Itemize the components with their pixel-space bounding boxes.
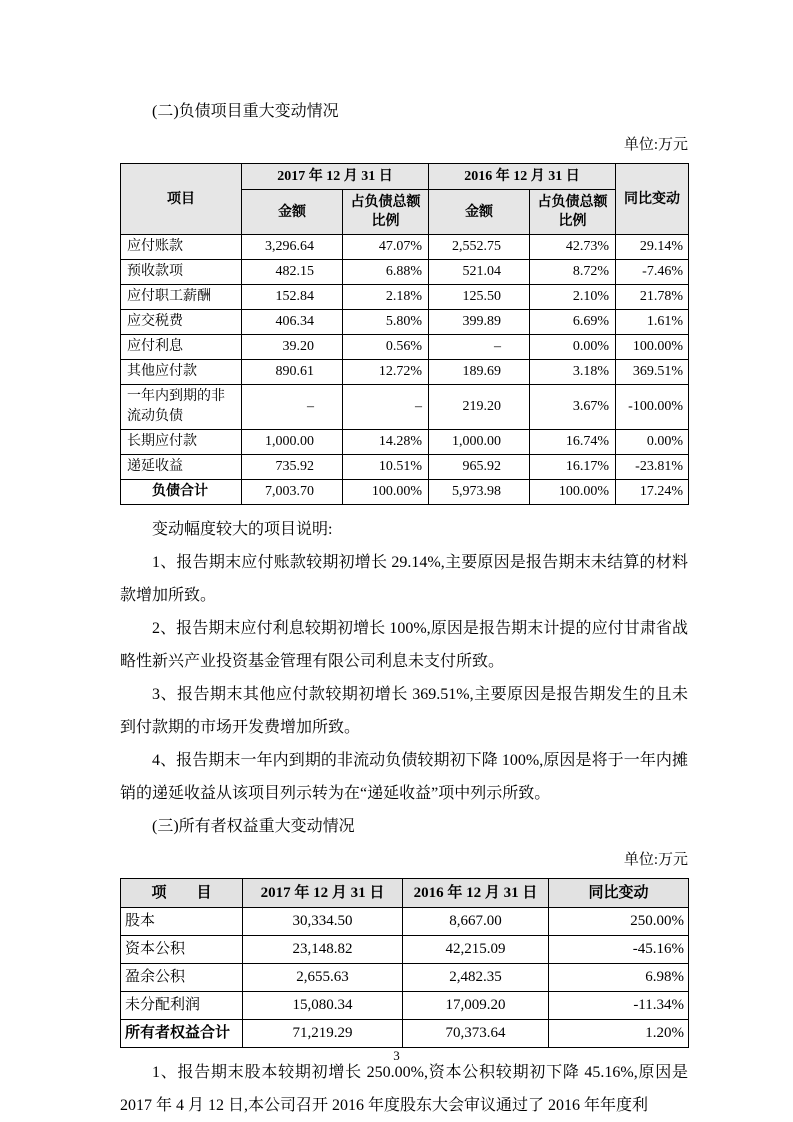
table-row — [121, 964, 689, 992]
col-header-amount-2017: 金额 — [242, 190, 343, 235]
cell-item: 负债合计 — [121, 480, 242, 505]
cell-change: 100.00% — [616, 335, 689, 360]
cell-ratio-2017: – — [343, 385, 429, 430]
cell-item: 长期应付款 — [121, 430, 242, 455]
cell-value-2016: 2,482.35 — [403, 964, 549, 992]
cell-value-2016: 17,009.20 — [403, 992, 549, 1020]
cell-value-2017: 30,334.50 — [243, 908, 403, 936]
cell-value-2017: 23,148.82 — [243, 936, 403, 964]
table-row — [121, 285, 689, 310]
cell-amount-2016: 5,973.98 — [429, 480, 530, 505]
cell-value-2016: 8,667.00 — [403, 908, 549, 936]
cell-ratio-2017: 10.51% — [343, 455, 429, 480]
cell-amount-2016: 1,000.00 — [429, 430, 530, 455]
cell-ratio-2016: 3.18% — [530, 360, 616, 385]
equity-notes-block — [120, 1056, 688, 1122]
table-row — [121, 992, 689, 1020]
table-total-row — [121, 1020, 689, 1048]
page-number: 3 — [393, 1048, 400, 1063]
table-row — [121, 360, 689, 385]
cell-amount-2017: – — [242, 385, 343, 430]
col-header-amount-2016: 金额 — [429, 190, 530, 235]
cell-amount-2017: 482.15 — [242, 260, 343, 285]
cell-ratio-2016: 3.67% — [530, 385, 616, 430]
table-row — [121, 936, 689, 964]
cell-value-2017: 71,219.29 — [243, 1020, 403, 1048]
cell-amount-2017: 7,003.70 — [242, 480, 343, 505]
cell-ratio-2017: 0.56% — [343, 335, 429, 360]
section-heading-equity: (三)所有者权益重大变动情况 — [152, 818, 355, 835]
cell-change: 29.14% — [616, 235, 689, 260]
table-row — [121, 908, 689, 936]
cell-amount-2017: 735.92 — [242, 455, 343, 480]
table-row — [121, 385, 689, 430]
cell-change: 369.51% — [616, 360, 689, 385]
cell-value-2017: 15,080.34 — [243, 992, 403, 1020]
cell-value-2016: 42,215.09 — [403, 936, 549, 964]
cell-item: 应交税费 — [121, 310, 242, 335]
unit-label-liabilities: 单位:万元 — [623, 137, 688, 153]
table-header-row — [121, 879, 689, 908]
table-row — [121, 455, 689, 480]
table-total-row — [121, 480, 689, 505]
cell-change: -100.00% — [616, 385, 689, 430]
cell-item: 所有者权益合计 — [121, 1020, 243, 1048]
cell-ratio-2016: 16.17% — [530, 455, 616, 480]
cell-amount-2016: 189.69 — [429, 360, 530, 385]
cell-amount-2016: 399.89 — [429, 310, 530, 335]
cell-change: -45.16% — [549, 936, 689, 964]
cell-ratio-2017: 47.07% — [343, 235, 429, 260]
col-header-item: 项目 — [121, 164, 242, 235]
cell-amount-2017: 406.34 — [242, 310, 343, 335]
table-row — [121, 430, 689, 455]
cell-ratio-2017: 14.28% — [343, 430, 429, 455]
cell-item: 一年内到期的非流动负债 — [121, 385, 242, 430]
cell-ratio-2017: 100.00% — [343, 480, 429, 505]
note-paragraph-2: 2、报告期末应付利息较期初增长 100%,原因是报告期末计提的应付甘肃省战略性新兴产业投资基金管理有限公司利息未支付所致。 — [120, 620, 688, 670]
col-header-ratio-2017: 占负债总额比例 — [343, 190, 429, 235]
col-header-ratio-2016: 占负债总额比例 — [530, 190, 616, 235]
cell-item: 股本 — [121, 908, 243, 936]
cell-amount-2017: 890.61 — [242, 360, 343, 385]
cell-item: 应付账款 — [121, 235, 242, 260]
notes-title: 变动幅度较大的项目说明: — [152, 521, 333, 538]
table-row — [121, 335, 689, 360]
table-header-row — [121, 164, 689, 190]
cell-change: -11.34% — [549, 992, 689, 1020]
table-row — [121, 310, 689, 335]
cell-change: 250.00% — [549, 908, 689, 936]
cell-ratio-2016: 8.72% — [530, 260, 616, 285]
cell-ratio-2017: 12.72% — [343, 360, 429, 385]
cell-item: 预收款项 — [121, 260, 242, 285]
table-row — [121, 260, 689, 285]
cell-change: -7.46% — [616, 260, 689, 285]
cell-amount-2016: 2,552.75 — [429, 235, 530, 260]
cell-item: 资本公积 — [121, 936, 243, 964]
cell-amount-2017: 3,296.64 — [242, 235, 343, 260]
cell-change: 1.20% — [549, 1020, 689, 1048]
cell-value-2017: 2,655.63 — [243, 964, 403, 992]
note-paragraph-1: 1、报告期末应付账款较期初增长 29.14%,主要原因是报告期末未结算的材料款增加所致。 — [120, 554, 688, 604]
col-header-change: 同比变动 — [549, 879, 689, 908]
section-heading-liabilities: (二)负债项目重大变动情况 — [152, 103, 339, 120]
cell-change: 21.78% — [616, 285, 689, 310]
col-header-date-2017: 2017 年 12 月 31 日 — [242, 164, 429, 190]
cell-amount-2016: 965.92 — [429, 455, 530, 480]
cell-item: 应付利息 — [121, 335, 242, 360]
cell-item: 递延收益 — [121, 455, 242, 480]
cell-ratio-2016: 2.10% — [530, 285, 616, 310]
cell-amount-2016: 219.20 — [429, 385, 530, 430]
col-header-date-2016: 2016 年 12 月 31 日 — [429, 164, 616, 190]
cell-ratio-2016: 42.73% — [530, 235, 616, 260]
cell-change: 0.00% — [616, 430, 689, 455]
equity-table — [120, 878, 689, 1048]
cell-item: 盈余公积 — [121, 964, 243, 992]
unit-label-equity: 单位:万元 — [623, 852, 688, 868]
cell-amount-2017: 1,000.00 — [242, 430, 343, 455]
notes-block — [120, 513, 688, 843]
cell-amount-2016: – — [429, 335, 530, 360]
cell-ratio-2017: 6.88% — [343, 260, 429, 285]
cell-value-2016: 70,373.64 — [403, 1020, 549, 1048]
equity-paragraph: 1、报告期末股本较期初增长 250.00%,资本公积较期初下降 45.16%,原因是 2017 年 4 月 12 日,本公司召开 2016 年度股东大会审议通过了 2016 年年度利 — [120, 1064, 688, 1114]
cell-amount-2017: 39.20 — [242, 335, 343, 360]
cell-change: 17.24% — [616, 480, 689, 505]
col-header-change: 同比变动 — [616, 164, 689, 235]
col-header-item: 项 目 — [121, 879, 243, 908]
table-row — [121, 235, 689, 260]
cell-change: 1.61% — [616, 310, 689, 335]
col-header-date-2016: 2016 年 12 月 31 日 — [403, 879, 549, 908]
cell-amount-2017: 152.84 — [242, 285, 343, 310]
cell-change: 6.98% — [549, 964, 689, 992]
cell-change: -23.81% — [616, 455, 689, 480]
cell-ratio-2017: 5.80% — [343, 310, 429, 335]
liabilities-table — [120, 163, 689, 505]
cell-item: 应付职工薪酬 — [121, 285, 242, 310]
cell-ratio-2016: 100.00% — [530, 480, 616, 505]
cell-ratio-2016: 6.69% — [530, 310, 616, 335]
cell-item: 其他应付款 — [121, 360, 242, 385]
cell-ratio-2017: 2.18% — [343, 285, 429, 310]
cell-ratio-2016: 0.00% — [530, 335, 616, 360]
note-paragraph-4: 4、报告期末一年内到期的非流动负债较期初下降 100%,原因是将于一年内摊销的递延收益从该项目列示转为在“递延收益”项中列示所致。 — [120, 752, 688, 802]
cell-item: 未分配利润 — [121, 992, 243, 1020]
col-header-date-2017: 2017 年 12 月 31 日 — [243, 879, 403, 908]
note-paragraph-3: 3、报告期末其他应付款较期初增长 369.51%,主要原因是报告期发生的且未到付款期的市场开发费增加所致。 — [120, 686, 688, 736]
cell-amount-2016: 521.04 — [429, 260, 530, 285]
cell-ratio-2016: 16.74% — [530, 430, 616, 455]
cell-amount-2016: 125.50 — [429, 285, 530, 310]
